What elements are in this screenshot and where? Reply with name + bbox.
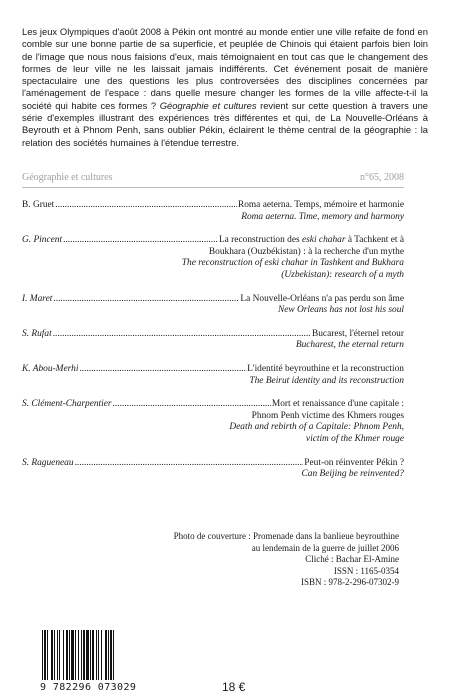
barcode-bar	[42, 630, 43, 680]
barcode-bar	[59, 630, 60, 680]
toc-entry	[22, 200, 404, 223]
barcode-bar	[105, 630, 107, 680]
toc-title-en: The Beirut identity and its reconstruction	[249, 375, 404, 386]
toc-title: Roma aeterna. Temps, mémoire et harmonie	[237, 200, 404, 210]
barcode-bar	[90, 630, 91, 680]
cover-credits	[139, 531, 399, 589]
barcode-bar	[92, 630, 94, 680]
issn: ISSN : 1165-0354	[333, 565, 399, 576]
toc-author: S. Rufat	[22, 328, 52, 339]
toc-leader	[53, 329, 311, 341]
barcode-bar	[113, 630, 114, 680]
barcode-bar	[63, 630, 64, 680]
toc-leader	[75, 458, 304, 470]
barcode-bar	[96, 630, 97, 680]
toc-author: K. Abou-Merhi	[22, 363, 79, 374]
journal-title: Géographie et cultures	[22, 172, 113, 183]
barcode-bar	[54, 630, 55, 680]
toc-title-en: Roma aeterna. Time, memory and harmony	[241, 211, 404, 222]
barcode-bar	[44, 630, 46, 680]
toc-author: I. Maret	[22, 293, 53, 304]
table-of-contents	[22, 200, 404, 493]
toc-title-en: The reconstruction of eski chahar in Tashkent and Bukhara	[181, 258, 404, 269]
barcode-bar	[78, 630, 79, 680]
barcode-bar	[83, 630, 85, 680]
barcode-bar	[57, 630, 58, 680]
photo-credit-line: Photo de couverture : Promenade dans la banlieue beyrouthine	[173, 531, 399, 541]
toc-entry	[22, 329, 404, 352]
toc-leader	[55, 200, 237, 212]
toc-title-line: Boukhara (Ouzbékistan) : à la recherche d'un mythe	[208, 246, 404, 257]
barcode-number: 9 782296 073029	[40, 682, 137, 693]
barcode-bar	[51, 630, 53, 680]
blurb-journal-name: Géographie et cultures	[159, 99, 257, 111]
toc-title-en: Bucharest, the eternal return	[295, 340, 404, 351]
barcode-bar	[98, 630, 99, 680]
isbn: ISBN : 978-2-296-07302-9	[301, 577, 399, 588]
toc-entry	[22, 294, 404, 317]
toc-title: Peut-on réinventer Pékin ?	[304, 457, 404, 468]
barcode-bar	[86, 630, 89, 680]
barcode-bar	[108, 630, 109, 680]
journal-rubric	[22, 172, 404, 188]
toc-leader	[63, 235, 218, 247]
back-cover-blurb	[22, 26, 428, 149]
toc-title: L'identité beyrouthine et la reconstruction	[247, 363, 404, 374]
toc-title: La Nouvelle-Orléans n'a pas perdu son âme	[240, 293, 404, 304]
toc-title-line: Phnom Penh victime des Khmers rouges	[251, 410, 404, 421]
barcode-bar	[81, 630, 82, 680]
toc-entry	[22, 364, 404, 387]
toc-entry	[22, 235, 404, 281]
toc-entry	[22, 458, 404, 481]
toc-leader	[53, 294, 239, 306]
toc-author: S. Ragueneau	[22, 457, 74, 468]
toc-author: G. Pincent	[22, 235, 63, 246]
journal-issue: n°65, 2008	[360, 172, 404, 183]
toc-entry	[22, 399, 404, 445]
toc-leader	[79, 364, 246, 376]
toc-title-en: victim of the Khmer rouge	[305, 433, 404, 444]
toc-leader	[113, 399, 271, 411]
toc-title: Mort et renaissance d'une capitale :	[271, 399, 404, 410]
toc-author: S. Clément-Charpentier	[22, 399, 112, 410]
toc-title-en: New Orleans has not lost his soul	[277, 305, 404, 316]
toc-title-en: Death and rebirth of a Capitale: Phnom Penh,	[229, 422, 404, 433]
barcode-bar	[66, 630, 68, 680]
barcode-bar	[71, 630, 74, 680]
toc-author: B. Gruet	[22, 200, 55, 210]
toc-title: La reconstruction des eski chahar à Tachkent et à	[218, 235, 404, 246]
blurb-text-part2: revient sur cette question à travers une série d'exemples illustrant des expériences très différentes et qui, de La Nouvelle-Orléans à Beyrouth et à Phnom Penh, sans oublier Pékin, éclairent le thème central de la géographie : la relation des sociétés humaines à l'étendue terrestre.	[22, 99, 429, 148]
barcode-bar	[69, 630, 70, 680]
photographer-credit: Cliché : Bachar El-Amine	[305, 554, 399, 565]
barcode-bar	[101, 630, 102, 680]
blurb-text-part1: Les jeux Olympiques d'août 2008 à Pékin ont montré au monde entier une ville refaite de fond en comble sur une bonne partie de sa superficie, et peuplée de Chinois qui étaient parfois bien loin de l'image que nous nous faisions d'eux, mais témoignaient en tout cas que le changement des formes de leur ville ne les laissait jamais indifférents. Cet événement posait de manière spectaculaire une des questions les plus controversées des disciplines concernées par l'aménagement de l'espace : dans quelle mesure changer les formes de la ville affecte-t-il la société qui habite ces formes ?	[22, 26, 428, 111]
barcode-bar	[75, 630, 76, 680]
photo-credit-line: au lendemain de la guerre de juillet 2006	[251, 542, 399, 553]
toc-title: Bucarest, l'éternel retour	[311, 328, 404, 339]
toc-title-en: Can Beijing be reinvented?	[301, 469, 404, 480]
price: 18 €	[222, 680, 246, 694]
barcode-bar	[110, 630, 112, 680]
barcode-image	[40, 630, 158, 680]
toc-title-en: (Uzbekistan): research of a myth	[281, 269, 404, 280]
barcode-bar	[47, 630, 48, 680]
